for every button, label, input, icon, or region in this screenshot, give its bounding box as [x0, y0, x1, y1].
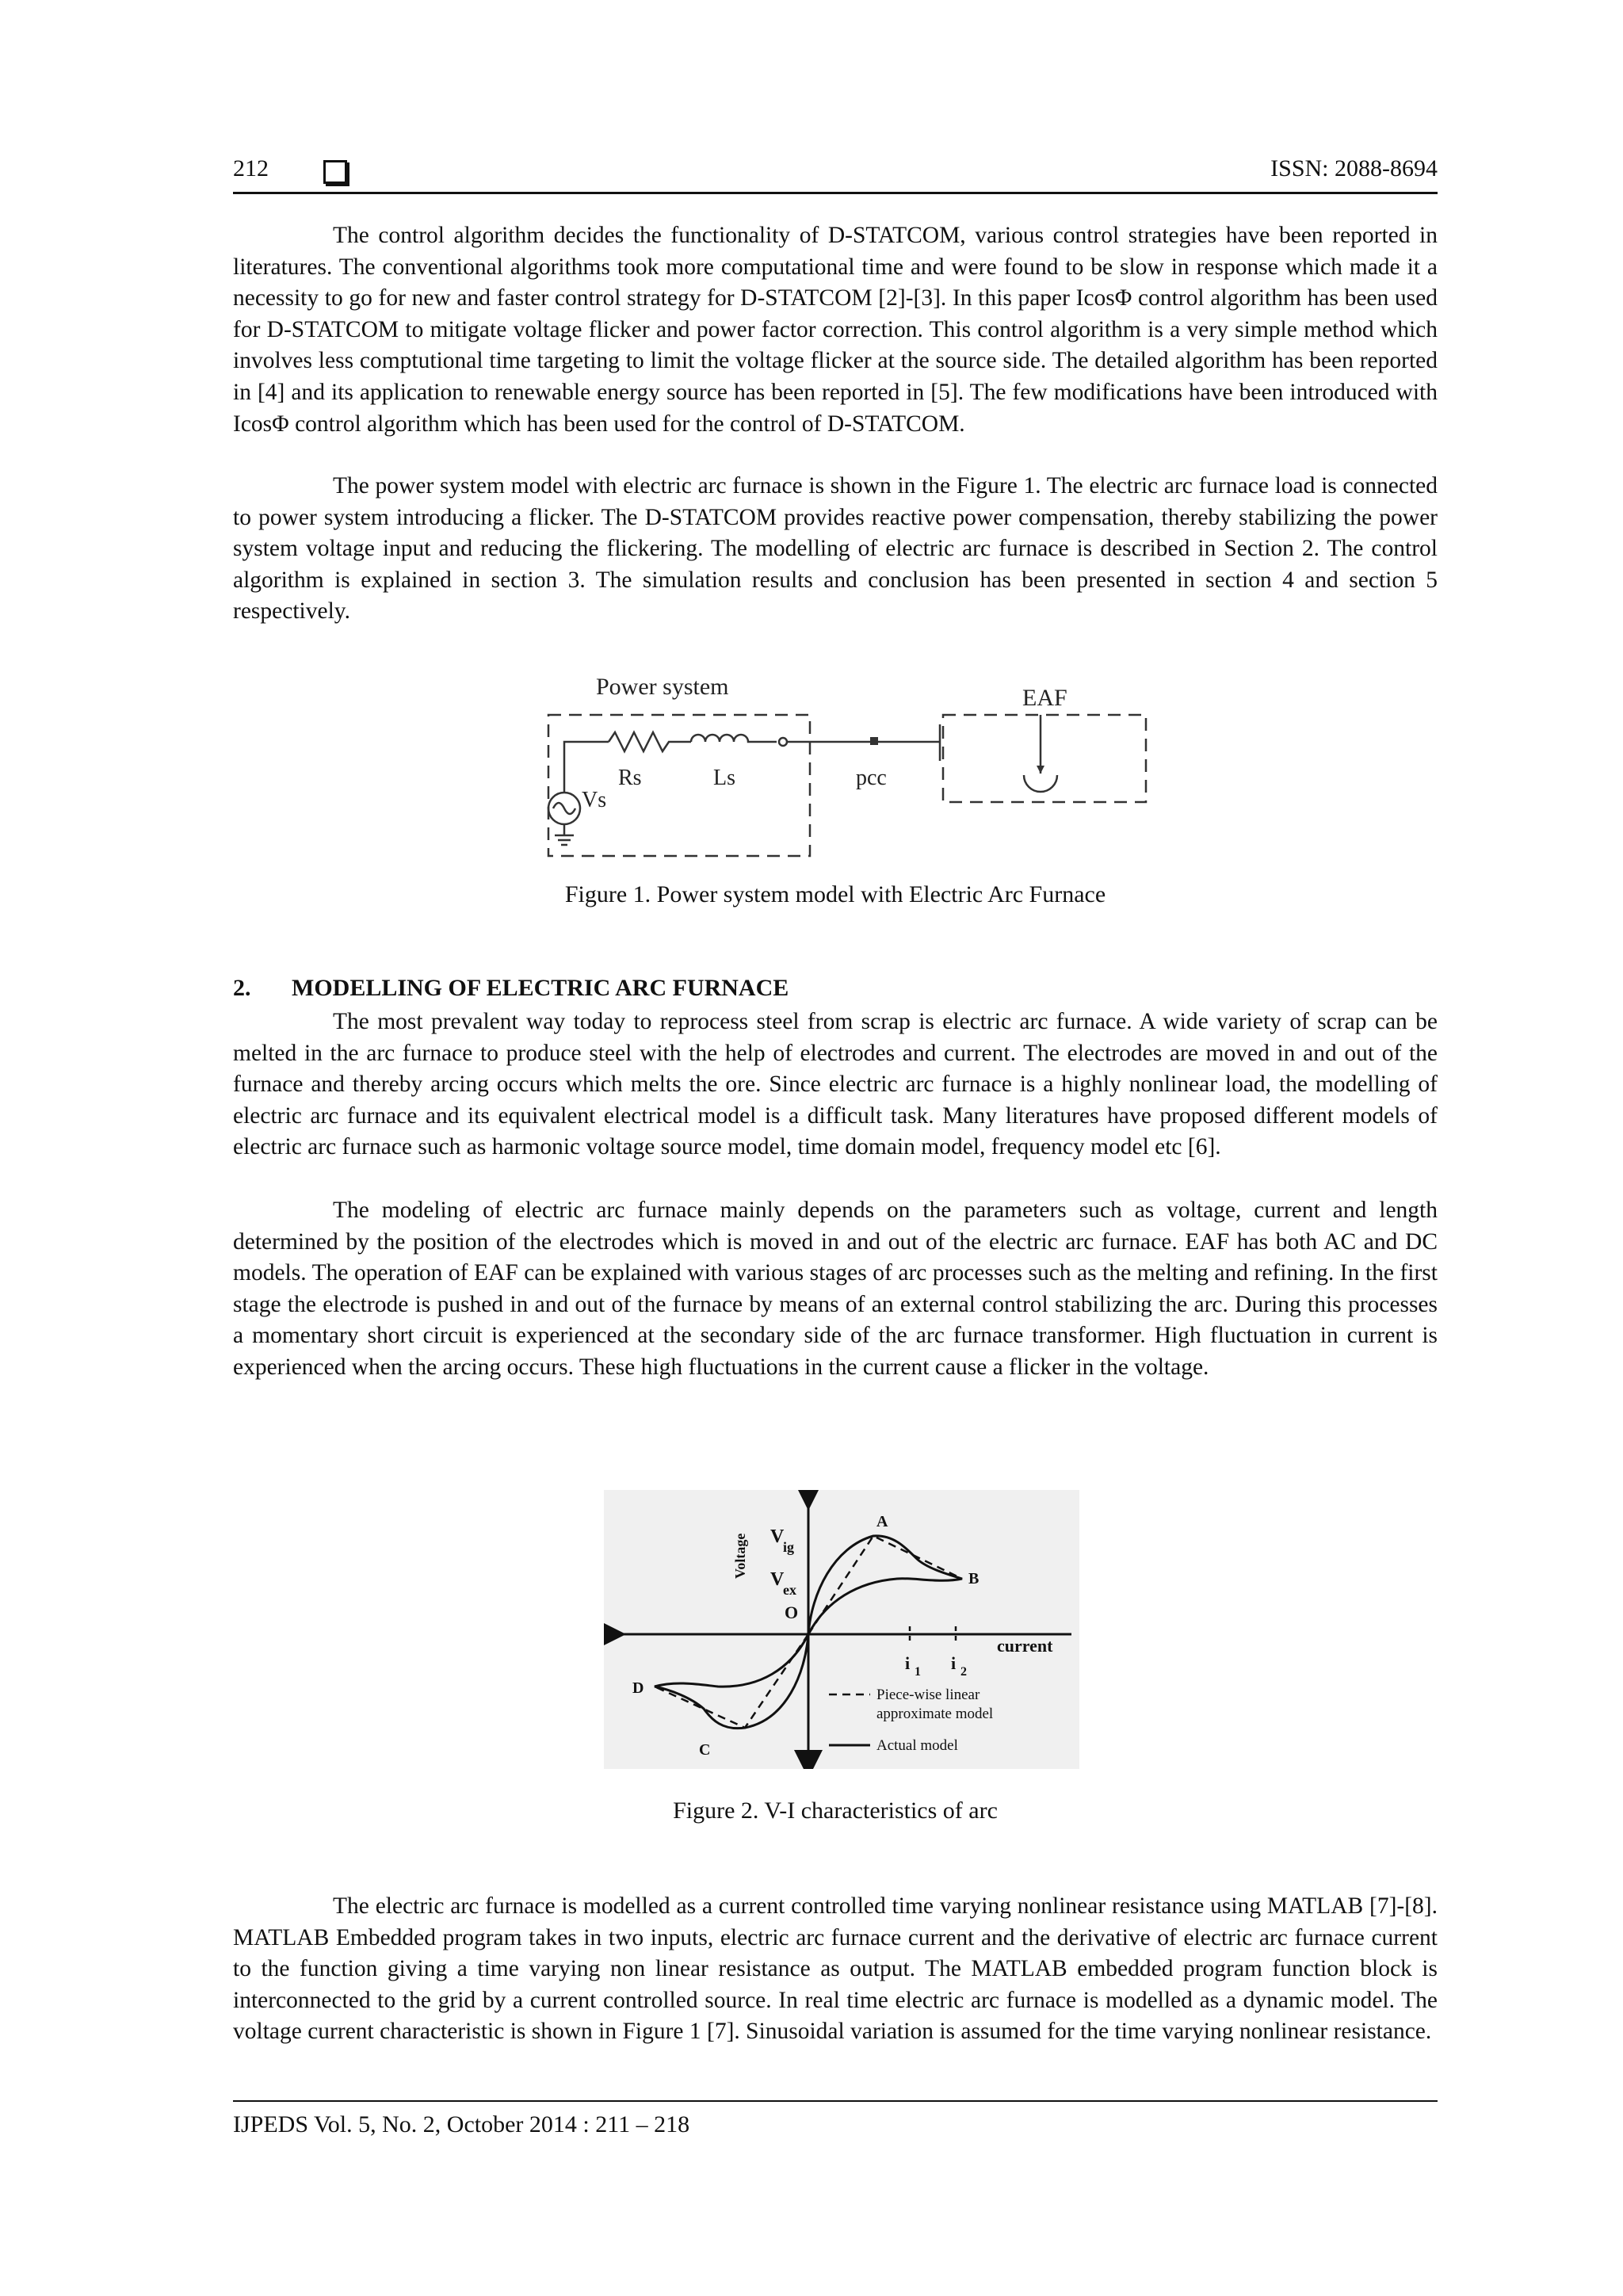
- fig1-label-rs: Rs: [618, 766, 642, 790]
- closing-paragraph: The electric arc furnace is modelled as a current controlled time varying nonlinear resistance using MATLAB [7]-[8]. MATLAB Embedded program takes in two inputs, electric arc furnace current and the derivative of electric arc furnace current to the function giving a time varying non linear resistance as output. The MATLAB embedded program function block is interconnected to the grid by a current controlled source. In real time electric arc furnace is modelled as a dynamic model. The voltage current characteristic is shown in Figure 1 [7]. Sinusoidal variation is assumed for the time varying nonlinear resistance.: [233, 1893, 1438, 2045]
- figure-1-circuit-diagram: [523, 666, 1157, 873]
- checkbox-square-icon: [323, 160, 347, 184]
- page-header: [233, 155, 1438, 190]
- fig2-label-vex-subscript: ex: [783, 1582, 796, 1598]
- issn: ISSN: 2088-8694: [1270, 155, 1438, 181]
- fig2-label-i1: i: [905, 1653, 911, 1673]
- fig2-label-d: D: [632, 1679, 644, 1697]
- page-number: 212: [233, 155, 269, 181]
- figure-2-caption: Figure 2. V-I characteristics of arc: [673, 1797, 998, 1824]
- fig2-label-origin: O: [785, 1603, 799, 1622]
- fig1-label-vs: Vs: [582, 788, 607, 812]
- fig2-label-i1-subscript: 1: [915, 1665, 921, 1679]
- legend-actual-label: Actual model: [876, 1737, 958, 1754]
- intro-paragraph-2: The power system model with electric arc furnace is shown in the Figure 1. The electric arc furnace load is connected to power system introducing a flicker. The D-STATCOM provides reactive power compensation, thereby stabilizing the power system voltage input and reducing the flickering. The modelling of electric arc furnace is described in Section 2. The control algorithm is explained in section 3. The simulation results and conclusion has been presented in section 4 and section 5 respectively.: [233, 473, 1438, 625]
- fig2-label-c: C: [699, 1741, 711, 1759]
- section-number: 2.: [233, 975, 251, 1001]
- fig2-label-a: A: [876, 1513, 888, 1530]
- page-footer: IJPEDS Vol. 5, No. 2, October 2014 : 211 – 218: [233, 2111, 690, 2137]
- legend-piecewise-label-1: Piece-wise linear: [876, 1687, 980, 1703]
- fig1-label-pcc: pcc: [856, 766, 887, 790]
- fig2-label-i2-subscript: 2: [960, 1665, 967, 1679]
- fig1-label-power-system: Power system: [596, 674, 729, 700]
- fig1-label-eaf: EAF: [1022, 685, 1067, 711]
- fig1-label-ls: Ls: [713, 766, 735, 790]
- section-2-heading: [233, 975, 789, 1002]
- fig2-label-b: B: [968, 1570, 980, 1587]
- footer-rule: [233, 2100, 1438, 2102]
- fig2-axis-label-voltage: Voltage: [732, 1533, 748, 1579]
- pcc-node: [870, 737, 878, 745]
- fig2-label-vig-subscript: ig: [783, 1539, 795, 1555]
- section-2-paragraph-2: The modeling of electric arc furnace mainly depends on the parameters such as voltage, current and length determined by the position of the electrodes which is moved in and out of the electric arc furnace. EAF has both AC and DC models. The operation of EAF can be explained with various stages of arc processes such as the melting and refining. In the first stage the electrode is pushed in and out of the furnace by means of an external control stabilizing the arc. During this processes a momentary short circuit is experienced at the secondary side of the arc furnace transformer. High fluctuation in current is experienced when the arcing occurs. These high fluctuations in the current cause a flicker in the voltage.: [233, 1198, 1438, 1380]
- section-title: MODELLING OF ELECTRIC ARC FURNACE: [292, 975, 789, 1001]
- intro-paragraph-1: The control algorithm decides the functionality of D-STATCOM, various control strategies have been reported in literatures. The conventional algorithms took more computational time and were found to be slow in response which made it a necessity to go for new and faster control strategy for D-STATCOM [2]-[3]. In this paper IcosΦ control algorithm has been used for D-STATCOM to mitigate voltage flicker and power factor correction. This control algorithm is a very simple method which involves less comptutional time targeting to limit the voltage flicker at the source side. The detailed algorithm has been reported in [4] and its application to renewable energy source has been reported in [5]. The few modifications have been introduced with IcosΦ control algorithm which has been used for the control of D-STATCOM.: [233, 223, 1438, 437]
- figure-1-caption: Figure 1. Power system model with Electric Arc Furnace: [564, 881, 1106, 907]
- fig2-axis-label-current: current: [997, 1636, 1053, 1656]
- header-rule: [233, 192, 1438, 194]
- fig2-label-vex: V: [770, 1569, 785, 1590]
- fig2-label-vig: V: [770, 1526, 785, 1547]
- legend-piecewise-label-2: approximate model: [876, 1706, 994, 1722]
- figure-2-vi-characteristics: [604, 1490, 1079, 1769]
- section-2-paragraph-1: The most prevalent way today to reprocess steel from scrap is electric arc furnace. A wide variety of scrap can be melted in the arc furnace to produce steel with the help of electrodes and current. The electrodes are moved in and out of the furnace and thereby arcing occurs which melts the ore. Since electric arc furnace is a highly nonlinear load, the modelling of electric arc furnace and its equivalent electrical model is a difficult task. Many literatures have proposed different models of electric arc furnace such as harmonic voltage source model, time domain model, frequency model etc [6].: [233, 1009, 1438, 1160]
- fig2-label-i2: i: [951, 1653, 957, 1673]
